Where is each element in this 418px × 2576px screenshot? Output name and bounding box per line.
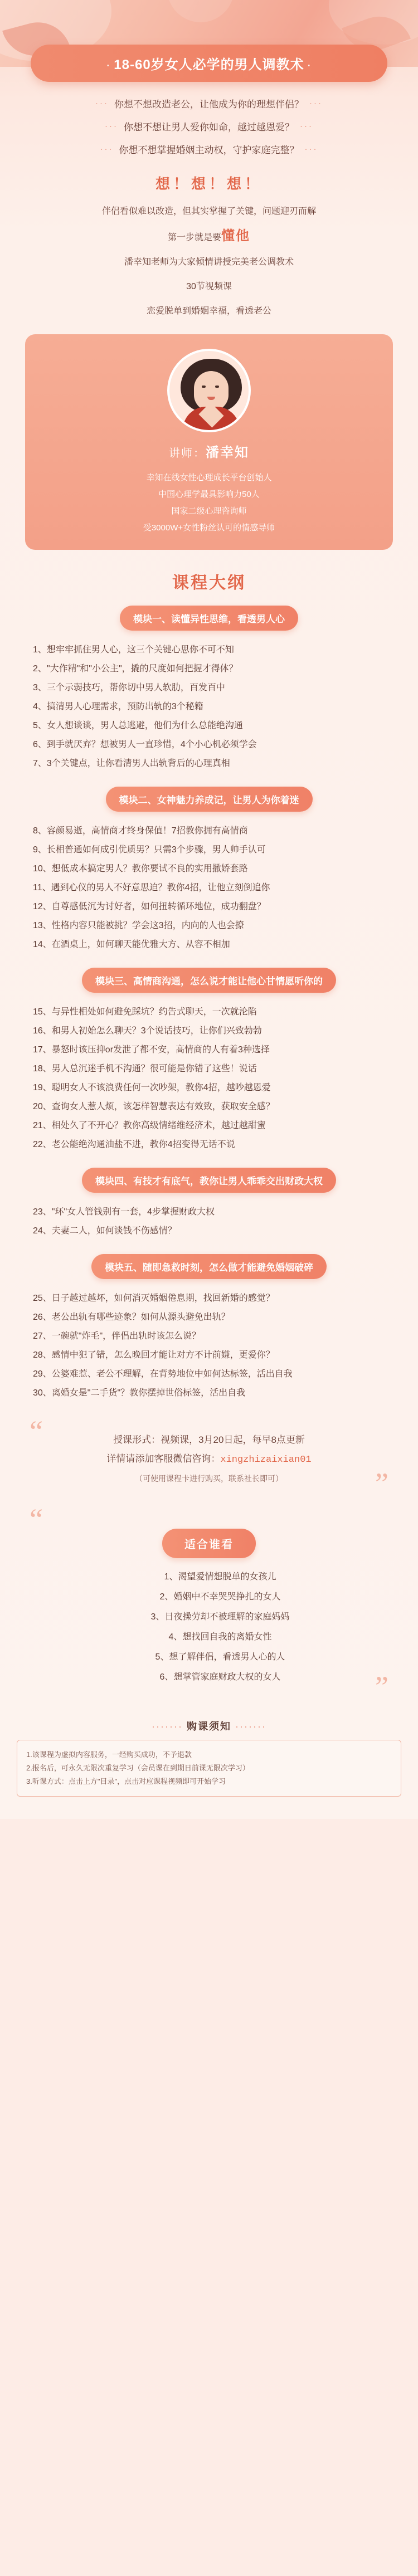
want-line-3: 潘幸知老师为大家倾情讲授完美老公调教术 (124, 257, 294, 267)
module-section (25, 1168, 393, 1241)
credential-line: 中国心理学最具影响力50人 (158, 490, 260, 499)
list-item: 10、想低成本搞定男人？教你要试不良的实用撒娇套路 (33, 864, 248, 874)
list-item: 24、夫妻二人，如何谈钱不伤感情？ (33, 1226, 177, 1236)
list-item: 13、性格内容只能被挑？学会这3招，内向的人也会撩 (33, 921, 244, 930)
list-item: 11、遇到心仪的男人不好意思迫？教你4招，让他立刻倒追你 (33, 883, 270, 892)
headline-dot-left: · (106, 60, 111, 71)
question-text: 你想不想改造老公，让他成为你的理想伴侣？ (114, 99, 304, 110)
quote-close-icon: ” (375, 1670, 388, 1704)
module-header: 模块五、随即急救时刻，怎么做才能避免婚姻破碎 (91, 1254, 327, 1279)
list-item: 9、长相普通如何成引优质男？只需3个步骤，男人帅手认可 (33, 845, 266, 855)
list-item: 4、搞清男人心理需求，预防出轨的3个秘籍 (33, 702, 203, 711)
want-line-4: 30节视频课 (186, 282, 232, 291)
module-list (25, 1203, 393, 1241)
module-header: 模块四、有技才有底气，教你让男人乖乖交出财政大权 (82, 1168, 336, 1193)
module-list (25, 822, 393, 954)
who-for-block (25, 1504, 393, 1702)
dots-right: ··· (309, 99, 323, 108)
list-item: 16、和男人初始怎么聊天？3个说话技巧，让你们兴致勃勃 (33, 1026, 262, 1036)
decor-blob (167, 0, 234, 22)
module-header: 模块三、高情商沟通，怎么说才能让他心甘情愿听你的 (82, 968, 336, 993)
question-text: 你想不想掌握婚姻主动权，守护家庭完整？ (119, 145, 299, 155)
notice-title-row (0, 1719, 418, 1733)
list-item: 8、容颜易逝，高情商才终身保值！7招教你拥有高情商 (33, 826, 248, 836)
dots-left: ··· (95, 99, 109, 108)
teacher-label: 讲师： (169, 447, 206, 460)
contact-line (36, 1450, 382, 1470)
question-row (25, 119, 393, 133)
module-header: 模块二、女神魅力养成记，让男人为你着迷 (106, 787, 313, 812)
want-block (0, 170, 418, 320)
list-item: 28、感情中犯了错，怎么晚回才能让对方不计前嫌，更爱你？ (33, 1350, 275, 1360)
list-item: 1、想牢牢抓住男人心，这三个关键心思你不可不知 (33, 645, 234, 655)
course-card-note: （可使用课程卡进行购买，联系社长即可） (135, 1474, 283, 1483)
want-line-2-prefix: 第一步就是要 (167, 233, 221, 242)
question-row (25, 142, 393, 156)
list-item: 25、日子越过越坏，如何消灭婚姻倦息期，找回新婚的感觉？ (33, 1294, 275, 1303)
who-for-title: 适合谁看 (162, 1529, 256, 1558)
list-item: 2、"大作精"和"小公主"，撬的尺度如何把握才得体？ (33, 664, 238, 674)
question-list (25, 96, 393, 156)
module-section (25, 1254, 393, 1403)
list-item: 14、在酒桌上，如何聊天能优雅大方、从容不相加 (33, 940, 230, 949)
quote-open-icon: “ (30, 1502, 43, 1536)
list-item: 15、与异性相处如何避免踩坑？约告式聊天，一次就沦陷 (33, 1007, 257, 1017)
teacher-card (25, 334, 393, 550)
list-item: 20、查询女人惹人烦，该怎样智慧表达有效致，获取安全感？ (33, 1102, 275, 1111)
headline-wrap (31, 45, 387, 82)
teacher-name: 潘幸知 (206, 445, 249, 460)
headline-dot-right: · (307, 60, 312, 71)
teaching-info-block (25, 1416, 393, 1499)
list-item: 17、暴怒时该压抑or发泄了都不安，高情商的人有着3种选择 (33, 1045, 270, 1055)
list-item: 3、三个示弱技巧，帮你切中男人软肋，百发百中 (33, 683, 225, 692)
page-title: 课程大纲 (172, 574, 246, 592)
module-section (25, 606, 393, 773)
module-list (25, 1289, 393, 1403)
notice-deco-left: ······· (152, 1721, 183, 1732)
module-header: 模块一、读懂异性思维，看透男人心 (120, 606, 298, 631)
module-list (25, 1003, 393, 1154)
teacher-credentials (36, 470, 382, 536)
notice-line: 2.报名后，可永久无限次重复学习（会员课在到期日前课无限次学习） (26, 1764, 250, 1772)
list-item: 19、聪明女人不该浪费任何一次吵架，教你4招，越吵越恩爱 (33, 1083, 271, 1092)
list-item: 30、离婚女是"二手货"？教你摆掉世俗标签，活出自我 (33, 1388, 246, 1398)
dots-right: ··· (300, 121, 313, 131)
list-item: 5、女人想谈谈，男人总逃避，他们为什么总能绝沟通 (33, 721, 243, 730)
avatar-eye-left (202, 386, 206, 388)
notice-line: 3.听课方式：点击上方"目录"，点击对应课程视频即可开始学习 (26, 1777, 226, 1785)
list-item: 21、相处久了不开心？教你高级情绪维经济术，越过越甜蜜 (33, 1121, 266, 1130)
headline-text: 18-60岁女人必学的男人调教术 (114, 57, 304, 72)
want-line-5: 恋爱脱单到婚姻幸福，看透老公 (146, 306, 271, 316)
avatar-eye-right (215, 386, 219, 388)
list-item: 6、想掌管家庭财政大权的女人 (159, 1672, 281, 1682)
list-item: 1、渴望爱情想脱单的女孩儿 (164, 1572, 276, 1582)
credential-line: 国家二级心理咨询师 (171, 506, 247, 516)
question-row (25, 96, 393, 110)
module-section (25, 787, 393, 954)
avatar (167, 349, 251, 432)
quote-close-icon: ” (375, 1467, 388, 1500)
list-item: 3、日夜操劳却不被理解的家庭妈妈 (150, 1612, 290, 1622)
notice-title: 购课须知 (187, 1721, 231, 1732)
list-item: 6、到手就厌弃？想被男人一直珍惜，4个小心机必须学会 (33, 740, 257, 749)
dots-left: ··· (100, 144, 114, 154)
want-title: 想！想！想！ (155, 175, 263, 192)
list-item: 7、3个关键点，让你看清男人出轨背后的心理真相 (33, 759, 230, 768)
list-item: 27、一碗就"炸毛"，伴侣出轨时该怎么说？ (33, 1331, 201, 1341)
teaching-format-line: 授课形式：视频课，3月20日起，每早8点更新 (113, 1435, 305, 1445)
list-item: 22、老公能绝沟通油盐不进，教你4招变得无话不说 (33, 1140, 235, 1149)
question-text: 你想不想让男人爱你如命，越过越恩爱？ (124, 122, 294, 133)
list-item: 5、想了解伴侣，看透男人心的人 (155, 1652, 285, 1662)
quote-open-icon: “ (30, 1414, 43, 1448)
list-item: 2、婚姻中不幸哭哭挣扎的女人 (159, 1592, 281, 1602)
want-line-1: 伴侣看似难以改造，但其实掌握了关键，问题迎刃而解 (101, 207, 316, 216)
notice-box (17, 1740, 401, 1797)
want-line-2-highlight: 懂他 (221, 228, 250, 243)
notice-deco-right: ······· (235, 1721, 266, 1732)
module-list (25, 641, 393, 773)
module-section (25, 968, 393, 1154)
who-for-list (36, 1567, 404, 1687)
contact-wechat-id[interactable]: xingzhizaixian01 (220, 1455, 312, 1465)
teacher-name-row (36, 441, 382, 461)
list-item: 26、老公出轨有哪些迹象？如何从源头避免出轨？ (33, 1313, 230, 1322)
want-line-2 (0, 228, 418, 246)
dots-left: ··· (105, 121, 118, 131)
list-item: 18、男人总沉迷手机不沟通？很可能是你错了这些！说话 (33, 1064, 257, 1074)
list-item: 23、"环"女人管钱别有一套，4步掌握财政大权 (33, 1207, 215, 1217)
list-item: 4、想找回自我的离婚女性 (168, 1632, 272, 1642)
list-item: 29、公婆难惹、老公不理解，在背势地位中如何达标签，活出自我 (33, 1369, 293, 1379)
headline-banner (31, 45, 387, 82)
notice-line: 1.该课程为虚拟内容服务，一经购买成功，不予退款 (26, 1750, 192, 1759)
contact-prefix: 详情请添加客服微信咨询： (106, 1453, 221, 1464)
credential-line: 受3000W+女性粉丝认可的情感导师 (143, 523, 275, 533)
credential-line: 幸知在线女性心理成长平台创始人 (146, 473, 272, 482)
list-item: 12、自尊感低沉为讨好者，如何扭转循环地位，成功翻盘？ (33, 902, 266, 911)
dots-right: ··· (304, 144, 318, 154)
